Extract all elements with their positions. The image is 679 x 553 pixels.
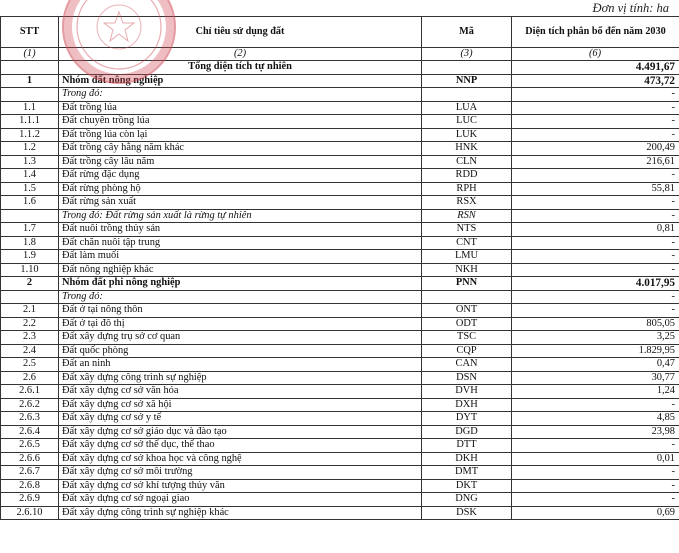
row-name: Đất làm muối	[59, 250, 422, 264]
header-stt: STT	[1, 17, 59, 48]
row-stt: 2.4	[1, 344, 59, 358]
table-row	[1, 142, 679, 156]
row-value: 55,81	[512, 182, 679, 196]
unit-label: Đơn vị tính: ha	[592, 1, 669, 15]
row-code: ONT	[422, 304, 512, 318]
row-value: -	[512, 236, 679, 250]
row-stt: 2.5	[1, 358, 59, 372]
row-name: Đất xây dựng cơ sở khoa học và công nghệ	[59, 452, 422, 466]
row-code: DVH	[422, 385, 512, 399]
table-row	[1, 506, 679, 520]
row-code: PNN	[422, 277, 512, 291]
table-row	[1, 223, 679, 237]
row-code: NTS	[422, 223, 512, 237]
table-row	[1, 115, 679, 129]
row-name: Trong đó:	[59, 88, 422, 102]
table-row	[1, 250, 679, 264]
table-row	[1, 371, 679, 385]
row-value: -	[512, 169, 679, 183]
row-value: 200,49	[512, 142, 679, 156]
row-stt: 1.1.1	[1, 115, 59, 129]
index-stt: (1)	[1, 48, 59, 61]
header-name: Chỉ tiêu sử dụng đất	[59, 17, 422, 48]
row-value: 23,98	[512, 425, 679, 439]
row-value: 0,01	[512, 452, 679, 466]
row-code: DTT	[422, 439, 512, 453]
row-name: Trong đó:	[59, 290, 422, 304]
row-stt: 2.6	[1, 371, 59, 385]
row-code	[422, 88, 512, 102]
row-stt: 2.6.8	[1, 479, 59, 493]
row-stt: 2.6.3	[1, 412, 59, 426]
row-stt: 2.2	[1, 317, 59, 331]
row-value: 0,69	[512, 506, 679, 520]
row-stt: 1.7	[1, 223, 59, 237]
row-name: Nhóm đất phi nông nghiệp	[59, 277, 422, 291]
table-row	[1, 466, 679, 480]
table-row	[1, 290, 679, 304]
row-name: Đất ở tại nông thôn	[59, 304, 422, 318]
row-value: 30,77	[512, 371, 679, 385]
row-stt: 1.9	[1, 250, 59, 264]
row-code: DXH	[422, 398, 512, 412]
row-name: Đất trồng cây lâu năm	[59, 155, 422, 169]
row-name: Trong đó: Đất rừng sản xuất là rừng tự nhiên	[59, 209, 422, 223]
row-stt: 2.6.10	[1, 506, 59, 520]
row-code: RSX	[422, 196, 512, 210]
table-row	[1, 358, 679, 372]
table-row	[1, 412, 679, 426]
row-stt: 1.4	[1, 169, 59, 183]
table-row	[1, 344, 679, 358]
row-code: DSK	[422, 506, 512, 520]
row-name: Đất quốc phòng	[59, 344, 422, 358]
row-name: Đất xây dựng cơ sở giáo dục và đào tạo	[59, 425, 422, 439]
row-stt	[1, 209, 59, 223]
index-value: (6)	[512, 48, 679, 61]
table-header-row	[1, 17, 679, 48]
total-stt	[1, 61, 59, 75]
row-value: 473,72	[512, 74, 679, 88]
row-stt: 2.6.9	[1, 493, 59, 507]
row-stt: 1.2	[1, 142, 59, 156]
table-row	[1, 128, 679, 142]
table-row	[1, 101, 679, 115]
row-name: Đất ở tại đô thị	[59, 317, 422, 331]
header-value: Diện tích phân bổ đến năm 2030	[512, 17, 679, 48]
row-value: 0,47	[512, 358, 679, 372]
row-value: 3,25	[512, 331, 679, 345]
table-row	[1, 74, 679, 88]
row-value: -	[512, 128, 679, 142]
total-name: Tổng diện tích tự nhiên	[59, 61, 422, 75]
row-code: DGD	[422, 425, 512, 439]
row-stt: 1.6	[1, 196, 59, 210]
row-stt: 2.6.2	[1, 398, 59, 412]
row-value: 4.017,95	[512, 277, 679, 291]
row-code: DKH	[422, 452, 512, 466]
row-value: -	[512, 304, 679, 318]
row-stt: 2.3	[1, 331, 59, 345]
table-row	[1, 236, 679, 250]
row-value: -	[512, 439, 679, 453]
row-stt: 2.6.7	[1, 466, 59, 480]
row-code: LMU	[422, 250, 512, 264]
row-name: Đất trồng lúa	[59, 101, 422, 115]
table-row	[1, 182, 679, 196]
row-stt: 2.6.6	[1, 452, 59, 466]
row-stt: 1	[1, 74, 59, 88]
row-stt	[1, 290, 59, 304]
row-name: Đất rừng phòng hộ	[59, 182, 422, 196]
row-stt: 1.1.2	[1, 128, 59, 142]
table-row	[1, 385, 679, 399]
row-name: Đất xây dựng cơ sở khí tượng thủy văn	[59, 479, 422, 493]
row-value: -	[512, 209, 679, 223]
row-value: -	[512, 88, 679, 102]
row-value: 0,81	[512, 223, 679, 237]
table-row	[1, 169, 679, 183]
row-code: DKT	[422, 479, 512, 493]
table-row	[1, 331, 679, 345]
index-name: (2)	[59, 48, 422, 61]
row-code: CAN	[422, 358, 512, 372]
row-value: -	[512, 115, 679, 129]
row-stt: 1.5	[1, 182, 59, 196]
row-name: Đất xây dựng trụ sở cơ quan	[59, 331, 422, 345]
total-value: 4.491,67	[512, 61, 679, 75]
row-name: Đất xây dựng cơ sở môi trường	[59, 466, 422, 480]
index-code: (3)	[422, 48, 512, 61]
row-value: 216,61	[512, 155, 679, 169]
row-code: HNK	[422, 142, 512, 156]
row-value: -	[512, 290, 679, 304]
row-name: Đất chuyên trồng lúa	[59, 115, 422, 129]
row-name: Đất xây dựng cơ sở văn hóa	[59, 385, 422, 399]
row-value: -	[512, 479, 679, 493]
row-name: Đất nuôi trồng thủy sản	[59, 223, 422, 237]
row-stt: 2.6.4	[1, 425, 59, 439]
row-name: Đất xây dựng cơ sở thể dục, thể thao	[59, 439, 422, 453]
row-value: -	[512, 250, 679, 264]
row-code: CQP	[422, 344, 512, 358]
total-row	[1, 61, 679, 75]
row-name: Đất rừng sản xuất	[59, 196, 422, 210]
row-code: DYT	[422, 412, 512, 426]
row-value: -	[512, 263, 679, 277]
row-name: Nhóm đất nông nghiệp	[59, 74, 422, 88]
row-value: 805,05	[512, 317, 679, 331]
row-code: TSC	[422, 331, 512, 345]
row-value: -	[512, 493, 679, 507]
table-row	[1, 317, 679, 331]
row-stt: 1.3	[1, 155, 59, 169]
row-name: Đất trồng lúa còn lại	[59, 128, 422, 142]
row-value: -	[512, 101, 679, 115]
table-row	[1, 479, 679, 493]
row-code: DNG	[422, 493, 512, 507]
table-row	[1, 452, 679, 466]
row-name: Đất trồng cây hằng năm khác	[59, 142, 422, 156]
row-stt: 1.8	[1, 236, 59, 250]
row-stt: 2.1	[1, 304, 59, 318]
table-row	[1, 155, 679, 169]
row-code: ODT	[422, 317, 512, 331]
row-code: RPH	[422, 182, 512, 196]
table-row	[1, 88, 679, 102]
row-code: LUK	[422, 128, 512, 142]
row-name: Đất xây dựng công trình sự nghiệp khác	[59, 506, 422, 520]
row-code: RDD	[422, 169, 512, 183]
total-code	[422, 61, 512, 75]
row-name: Đất rừng đặc dụng	[59, 169, 422, 183]
table-row	[1, 304, 679, 318]
row-code: RSN	[422, 209, 512, 223]
row-stt: 2.6.1	[1, 385, 59, 399]
table-row	[1, 493, 679, 507]
row-value: -	[512, 196, 679, 210]
row-value: 1.829,95	[512, 344, 679, 358]
header-code: Mã	[422, 17, 512, 48]
row-name: Đất nông nghiệp khác	[59, 263, 422, 277]
row-stt: 1.1	[1, 101, 59, 115]
table-row	[1, 196, 679, 210]
row-name: Đất xây dựng cơ sở y tế	[59, 412, 422, 426]
table-row	[1, 439, 679, 453]
land-use-table	[0, 16, 679, 520]
table-row	[1, 209, 679, 223]
row-name: Đất xây dựng cơ sở xã hội	[59, 398, 422, 412]
row-stt: 1.10	[1, 263, 59, 277]
row-name: Đất an ninh	[59, 358, 422, 372]
row-code: NNP	[422, 74, 512, 88]
table-row	[1, 277, 679, 291]
row-name: Đất xây dựng cơ sở ngoại giao	[59, 493, 422, 507]
table-row	[1, 263, 679, 277]
row-name: Đất xây dựng công trình sự nghiệp	[59, 371, 422, 385]
row-value: -	[512, 398, 679, 412]
row-code	[422, 290, 512, 304]
row-code: LUC	[422, 115, 512, 129]
row-code: NKH	[422, 263, 512, 277]
row-stt: 2	[1, 277, 59, 291]
row-code: CNT	[422, 236, 512, 250]
row-code: DSN	[422, 371, 512, 385]
row-value: -	[512, 466, 679, 480]
column-index-row	[1, 48, 679, 61]
row-stt	[1, 88, 59, 102]
row-code: LUA	[422, 101, 512, 115]
row-code: DMT	[422, 466, 512, 480]
row-value: 4,85	[512, 412, 679, 426]
row-name: Đất chăn nuôi tập trung	[59, 236, 422, 250]
row-code: CLN	[422, 155, 512, 169]
row-value: 1,24	[512, 385, 679, 399]
row-stt: 2.6.5	[1, 439, 59, 453]
table-row	[1, 425, 679, 439]
table-row	[1, 398, 679, 412]
